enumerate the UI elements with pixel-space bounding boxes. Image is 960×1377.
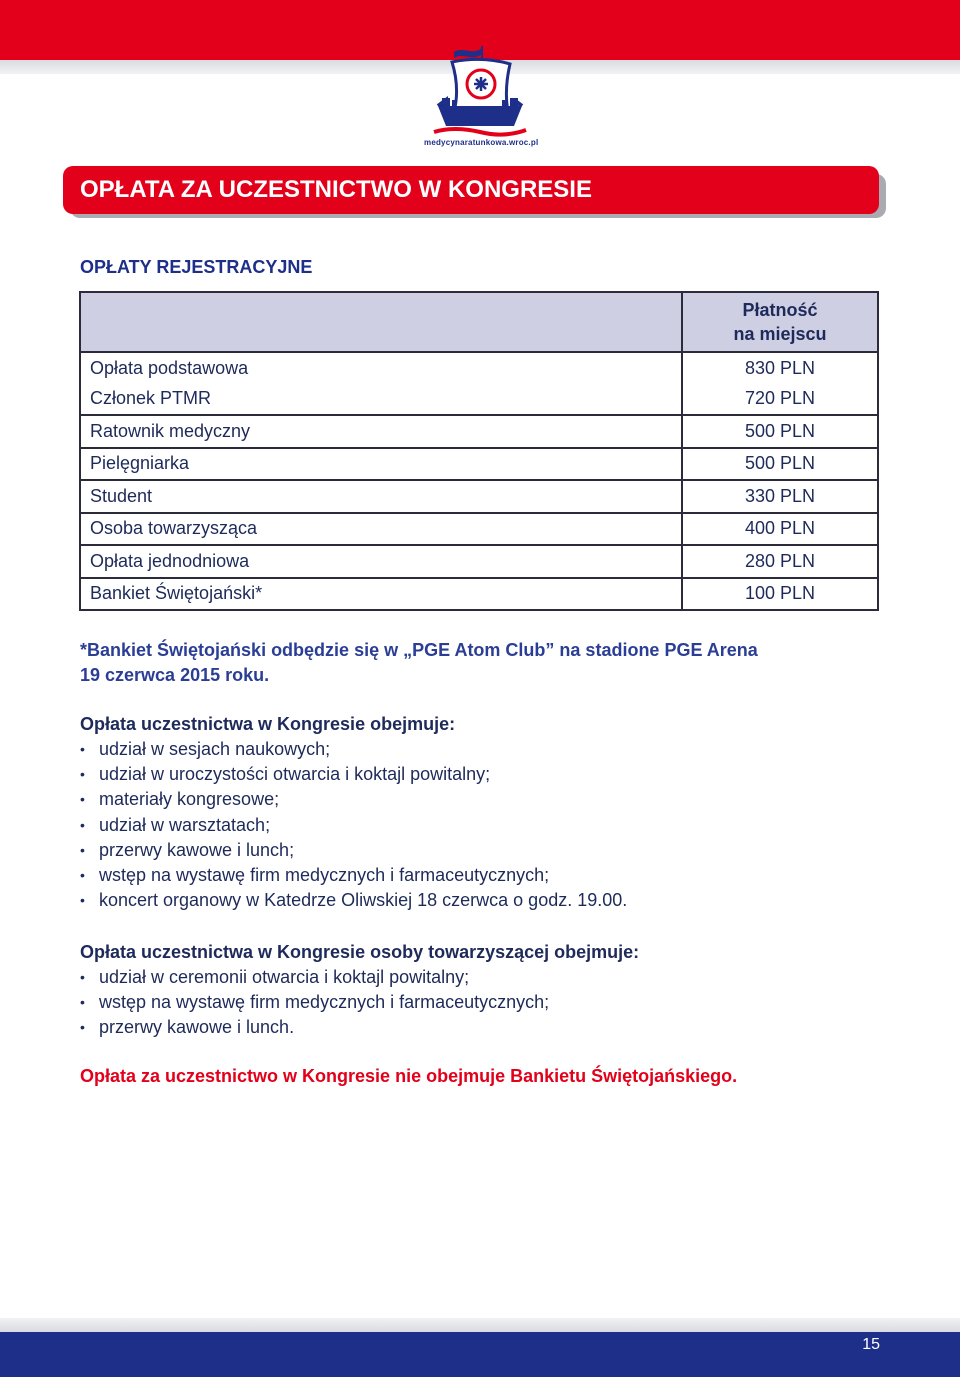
table-row [80,513,878,546]
row-price: 100 PLN [682,578,878,611]
row-label: Członek PTMR [80,384,682,416]
list-item: • udział w warsztatach; [80,813,900,838]
row-label: Bankiet Świętojański* [80,578,682,611]
congress-logo [424,40,539,152]
includes-title: Opłata uczestnictwa w Kongresie obejmuje: [80,714,456,734]
companion-list [80,965,900,1041]
bottom-grey-band [0,1318,960,1332]
row-price: 830 PLN [682,352,878,384]
list-item: • materiały kongresowe; [80,787,900,812]
row-price: 720 PLN [682,384,878,416]
includes-list [80,737,900,913]
row-label: Osoba towarzysząca [80,513,682,546]
bottom-blue-band [0,1332,960,1377]
ship-logo-icon [424,40,536,140]
table-header-blank [80,292,682,352]
row-price: 500 PLN [682,415,878,448]
list-item: • przerwy kawowe i lunch. [80,1015,900,1040]
table-row [80,448,878,481]
row-price: 330 PLN [682,480,878,513]
row-label: Pielęgniarka [80,448,682,481]
list-item: • koncert organowy w Katedrze Oliwskiej 18 czerwca o godz. 19.00. [80,888,900,913]
table-row [80,415,878,448]
table-row [80,384,878,416]
logo-url-text: medycynaratunkowa.wroc.pl [424,138,539,147]
header-line-1: Płatność [742,300,818,320]
list-item: • wstęp na wystawę firm medycznych i farmaceutycznych; [80,990,900,1015]
row-label: Opłata podstawowa [80,352,682,384]
header-line-2: na miejscu [733,324,827,344]
row-price: 500 PLN [682,448,878,481]
list-item: • przerwy kawowe i lunch; [80,838,900,863]
banquet-note-line-2: 19 czerwca 2015 roku. [80,665,270,685]
row-price: 400 PLN [682,513,878,546]
row-price: 280 PLN [682,545,878,578]
fees-table [79,291,879,611]
table-header-row [80,292,878,352]
page-title: OPŁATA ZA UCZESTNICTWO W KONGRESIE [80,176,592,203]
page-title-banner [63,166,879,214]
table-row [80,480,878,513]
row-label: Ratownik medyczny [80,415,682,448]
companion-title: Opłata uczestnictwa w Kongresie osoby towarzyszącej obejmuje: [80,942,640,962]
section-title: OPŁATY REJESTRACYJNE [80,257,313,277]
page-number: 15 [862,1336,880,1353]
banquet-note-line-1: *Bankiet Świętojański odbędzie się w „PGE Atom Club” na stadione PGE Arena [80,640,758,660]
companion-section [80,940,900,1041]
list-item: • udział w sesjach naukowych; [80,737,900,762]
row-label: Opłata jednodniowa [80,545,682,578]
table-row [80,578,878,611]
table-header-payment [682,292,878,352]
table-row [80,545,878,578]
banquet-exclusion-warning: Opłata za uczestnictwo w Kongresie nie obejmuje Bankietu Świętojańskiego. [80,1066,738,1086]
banquet-note [80,638,880,688]
list-item: • udział w ceremonii otwarcia i koktajl powitalny; [80,965,900,990]
list-item: • udział w uroczystości otwarcia i koktajl powitalny; [80,762,900,787]
row-label: Student [80,480,682,513]
list-item: • wstęp na wystawę firm medycznych i farmaceutycznych; [80,863,900,888]
table-row [80,352,878,384]
includes-section [80,712,900,913]
